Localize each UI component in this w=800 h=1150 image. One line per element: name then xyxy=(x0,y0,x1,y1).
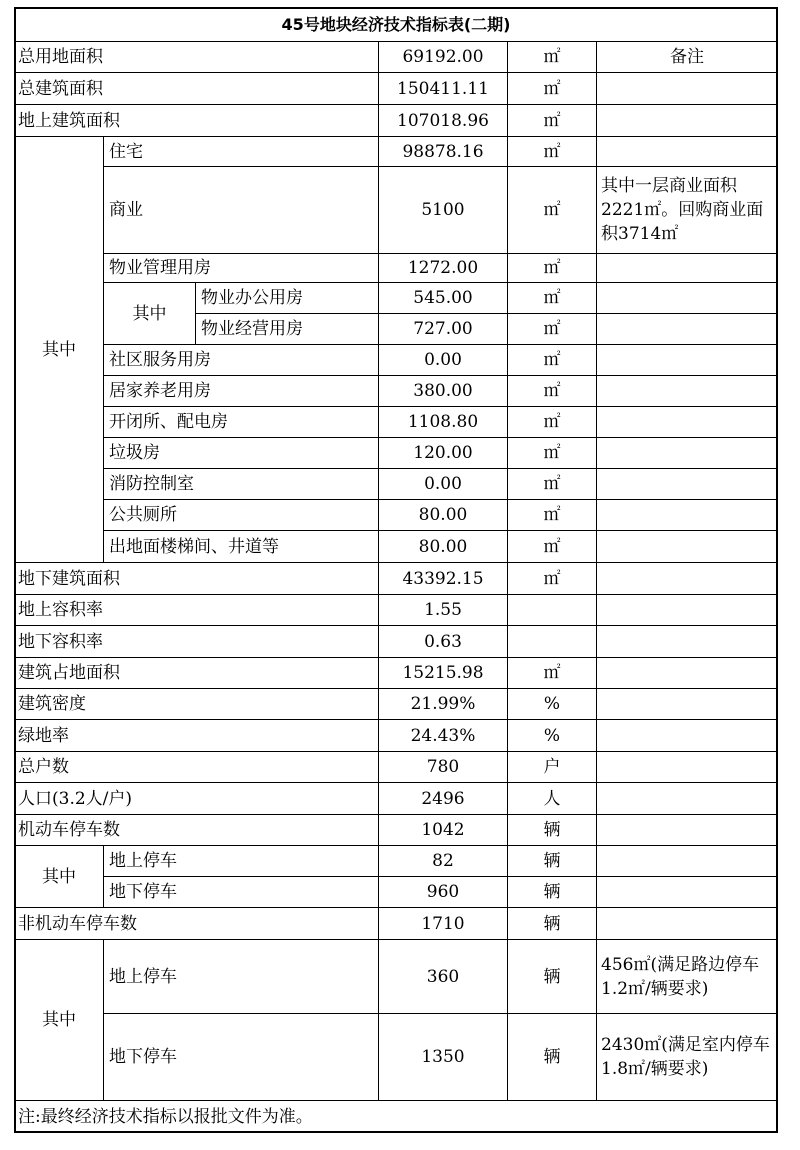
sub-label-elderly-care: 居家养老用房 xyxy=(103,375,379,407)
row-unit-vehicle-parking: 辆 xyxy=(507,814,597,846)
sub-label-bike-below: 地下停车 xyxy=(103,1013,379,1101)
table-title: 45号地块经济技术指标表(二期) xyxy=(14,7,778,42)
remark-header: 备注 xyxy=(596,41,778,73)
row-remark-empty xyxy=(596,562,778,595)
row-unit-above-far xyxy=(507,594,597,626)
sub-label-switching-station: 开闭所、配电房 xyxy=(103,406,379,438)
sub-value-stairwells: 80.00 xyxy=(378,530,508,563)
sub-label-vehicle-above: 地上停车 xyxy=(103,845,379,877)
remark-commercial: 其中一层商业面积2221㎡。回购商业面积3714㎡ xyxy=(596,166,778,254)
row-remark-empty xyxy=(596,594,778,626)
nested-label-of-which: 其中 xyxy=(103,282,196,345)
row-label-density: 建筑密度 xyxy=(14,688,379,720)
sub-value-vehicle-above: 82 xyxy=(378,845,508,877)
sub-unit-fire-control: ㎡ xyxy=(507,468,597,500)
row-label-below-far: 地下容积率 xyxy=(14,625,379,658)
row-value-households: 780 xyxy=(378,751,508,783)
sub-value-community: 0.00 xyxy=(378,344,508,376)
sub-label-vehicle-below: 地下停车 xyxy=(103,876,379,908)
row-unit-underground-area: ㎡ xyxy=(507,562,597,595)
row-unit-density: % xyxy=(507,688,597,720)
sub-value-fire-control: 0.00 xyxy=(378,468,508,500)
sub-value-garbage-room: 120.00 xyxy=(378,437,508,469)
sub-label-residential: 住宅 xyxy=(103,136,379,167)
sub-value-elderly-care: 380.00 xyxy=(378,375,508,407)
sub-unit-bike-below: 辆 xyxy=(507,1013,597,1101)
row-remark-empty xyxy=(596,104,778,137)
row-value-total-floor-area: 150411.11 xyxy=(378,72,508,105)
row-remark-empty xyxy=(596,782,778,815)
sub-label-garbage-room: 垃圾房 xyxy=(103,437,379,469)
row-label-total-floor-area: 总建筑面积 xyxy=(14,72,379,105)
row-value-vehicle-parking: 1042 xyxy=(378,814,508,846)
row-value-footprint: 15215.98 xyxy=(378,657,508,689)
row-unit-green-ratio: % xyxy=(507,719,597,752)
row-remark-empty xyxy=(596,437,778,469)
row-remark-empty xyxy=(596,136,778,167)
row-label-total-land-area: 总用地面积 xyxy=(14,41,379,73)
sub-label-commercial: 商业 xyxy=(103,166,379,254)
row-value-population: 2496 xyxy=(378,782,508,815)
sub-unit-residential: ㎡ xyxy=(507,136,597,167)
sub-unit-vehicle-below: 辆 xyxy=(507,876,597,908)
row-unit-population: 人 xyxy=(507,782,597,815)
row-unit-above-ground-area: ㎡ xyxy=(507,104,597,137)
remark-bike-above: 456㎡(满足路边停车1.2㎡/辆要求) xyxy=(596,939,778,1014)
row-value-underground-area: 43392.15 xyxy=(378,562,508,595)
row-remark-empty xyxy=(596,406,778,438)
row-remark-empty xyxy=(596,657,778,689)
row-value-green-ratio: 24.43% xyxy=(378,719,508,752)
row-remark-empty xyxy=(596,313,778,345)
row-value-below-far: 0.63 xyxy=(378,625,508,658)
row-label-bike-parking: 非机动车停车数 xyxy=(14,907,379,940)
row-value-density: 21.99% xyxy=(378,688,508,720)
row-remark-empty xyxy=(596,344,778,376)
row-remark-empty xyxy=(596,253,778,283)
sub-unit-public-toilet: ㎡ xyxy=(507,499,597,531)
sub-value-residential: 98878.16 xyxy=(378,136,508,167)
sub-value-commercial: 5100 xyxy=(378,166,508,254)
sub-unit-elderly-care: ㎡ xyxy=(507,375,597,407)
remark-bike-below: 2430㎡(满足室内停车1.8㎡/辆要求) xyxy=(596,1013,778,1101)
row-unit-total-floor-area: ㎡ xyxy=(507,72,597,105)
row-label-above-ground-area: 地上建筑面积 xyxy=(14,104,379,137)
sub-unit-stairwells: ㎡ xyxy=(507,530,597,563)
row-remark-empty xyxy=(596,375,778,407)
row-unit-below-far xyxy=(507,625,597,658)
row-label-underground-area: 地下建筑面积 xyxy=(14,562,379,595)
row-unit-bike-parking: 辆 xyxy=(507,907,597,940)
row-remark-empty xyxy=(596,907,778,940)
row-remark-empty xyxy=(596,530,778,563)
sub-label-bike-above: 地上停车 xyxy=(103,939,379,1014)
row-label-green-ratio: 绿地率 xyxy=(14,719,379,752)
sub-value-property-mgmt: 1272.00 xyxy=(378,253,508,283)
sub-value-switching-station: 1108.80 xyxy=(378,406,508,438)
row-remark-empty xyxy=(596,814,778,846)
sub-unit-property-mgmt: ㎡ xyxy=(507,253,597,283)
row-value-above-ground-area: 107018.96 xyxy=(378,104,508,137)
group-label-bike-of-which: 其中 xyxy=(14,939,104,1101)
nested-value-operation: 727.00 xyxy=(378,313,508,345)
sub-value-vehicle-below: 960 xyxy=(378,876,508,908)
sub-unit-garbage-room: ㎡ xyxy=(507,437,597,469)
row-remark-empty xyxy=(596,876,778,908)
row-label-above-far: 地上容积率 xyxy=(14,594,379,626)
sub-unit-bike-above: 辆 xyxy=(507,939,597,1014)
row-remark-empty xyxy=(596,688,778,720)
sub-label-property-mgmt: 物业管理用房 xyxy=(103,253,379,283)
row-remark-empty xyxy=(596,845,778,877)
row-unit-total-land-area: ㎡ xyxy=(507,41,597,73)
nested-unit-operation: ㎡ xyxy=(507,313,597,345)
group-label-vehicle-of-which: 其中 xyxy=(14,845,104,908)
sub-unit-community: ㎡ xyxy=(507,344,597,376)
nested-unit-office: ㎡ xyxy=(507,282,597,314)
row-value-bike-parking: 1710 xyxy=(378,907,508,940)
row-label-vehicle-parking: 机动车停车数 xyxy=(14,814,379,846)
table-footnote: 注:最终经济技术指标以报批文件为准。 xyxy=(14,1100,778,1133)
sub-unit-commercial: ㎡ xyxy=(507,166,597,254)
sub-unit-vehicle-above: 辆 xyxy=(507,845,597,877)
sub-label-community: 社区服务用房 xyxy=(103,344,379,376)
row-remark-empty xyxy=(596,625,778,658)
nested-label-operation: 物业经营用房 xyxy=(195,313,379,345)
row-remark-empty xyxy=(596,719,778,752)
row-remark-empty xyxy=(596,499,778,531)
row-remark-empty xyxy=(596,751,778,783)
row-remark-empty xyxy=(596,468,778,500)
row-remark-empty xyxy=(596,282,778,314)
nested-value-office: 545.00 xyxy=(378,282,508,314)
row-label-population: 人口(3.2人/户) xyxy=(14,782,379,815)
sub-label-public-toilet: 公共厕所 xyxy=(103,499,379,531)
nested-label-office: 物业办公用房 xyxy=(195,282,379,314)
row-value-total-land-area: 69192.00 xyxy=(378,41,508,73)
group-label-of-which: 其中 xyxy=(14,136,104,563)
sub-unit-switching-station: ㎡ xyxy=(507,406,597,438)
sub-value-bike-below: 1350 xyxy=(378,1013,508,1101)
row-label-households: 总户数 xyxy=(14,751,379,783)
row-label-footprint: 建筑占地面积 xyxy=(14,657,379,689)
sub-value-public-toilet: 80.00 xyxy=(378,499,508,531)
row-value-above-far: 1.55 xyxy=(378,594,508,626)
row-remark-empty xyxy=(596,72,778,105)
sub-label-fire-control: 消防控制室 xyxy=(103,468,379,500)
sub-label-stairwells: 出地面楼梯间、井道等 xyxy=(103,530,379,563)
row-unit-households: 户 xyxy=(507,751,597,783)
sub-value-bike-above: 360 xyxy=(378,939,508,1014)
row-unit-footprint: ㎡ xyxy=(507,657,597,689)
